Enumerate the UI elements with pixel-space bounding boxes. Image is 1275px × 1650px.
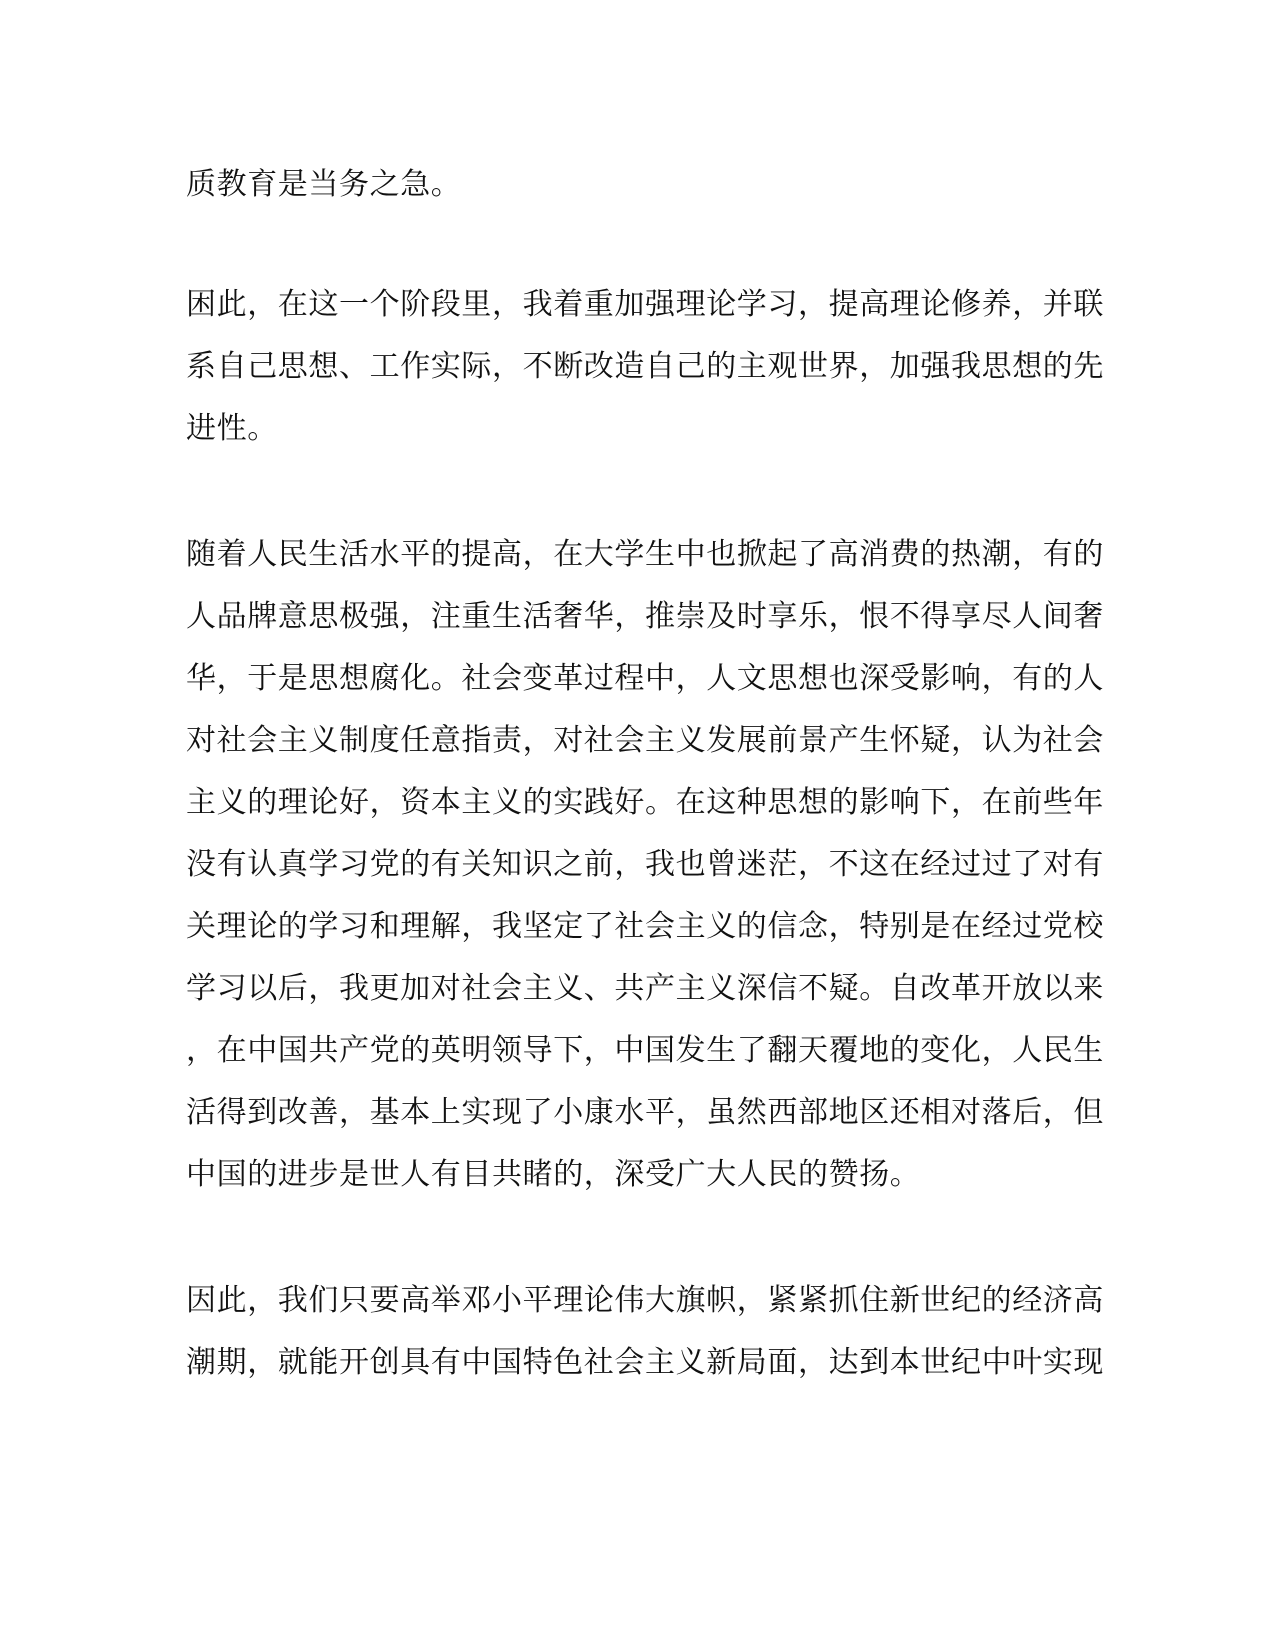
text-line: 随着人民生活水平的提高，在大学生中也掀起了高消费的热潮，有的 [186,537,1104,572]
text-line: 主义的理论好，资本主义的实践好。在这种思想的影响下，在前些年 [186,785,1104,820]
text-line: 对社会主义制度任意指责，对社会主义发展前景产生怀疑，认为社会 [186,723,1104,758]
text-line: 质教育是当务之急。 [186,167,462,202]
text-line: 没有认真学习党的有关知识之前，我也曾迷茫，不这在经过过了对有 [186,847,1104,882]
text-line: 关理论的学习和理解，我坚定了社会主义的信念，特别是在经过党校 [186,909,1104,944]
text-line: 进性。 [186,411,278,446]
text-line: 人品牌意思极强，注重生活奢华，推崇及时享乐，恨不得享尽人间奢 [186,599,1104,634]
text-line: 系自己思想、工作实际，不断改造自己的主观世界，加强我思想的先 [186,349,1104,384]
text-line: 因此，我们只要高举邓小平理论伟大旗帜，紧紧抓住新世纪的经济高 [186,1283,1104,1318]
text-line: 中国的进步是世人有目共睹的，深受广大人民的赞扬。 [186,1157,921,1192]
text-line: 学习以后，我更加对社会主义、共产主义深信不疑。自改革开放以来 [186,971,1104,1006]
text-line: ，在中国共产党的英明领导下，中国发生了翻天覆地的变化，人民生 [186,1033,1104,1068]
text-line: 困此，在这一个阶段里，我着重加强理论学习，提高理论修养，并联 [186,287,1104,322]
text-line: 潮期，就能开创具有中国特色社会主义新局面，达到本世纪中叶实现 [186,1345,1104,1380]
text-line: 活得到改善，基本上实现了小康水平，虽然西部地区还相对落后，但 [186,1095,1104,1130]
text-line: 华，于是思想腐化。社会变革过程中，人文思想也深受影响，有的人 [186,661,1104,696]
